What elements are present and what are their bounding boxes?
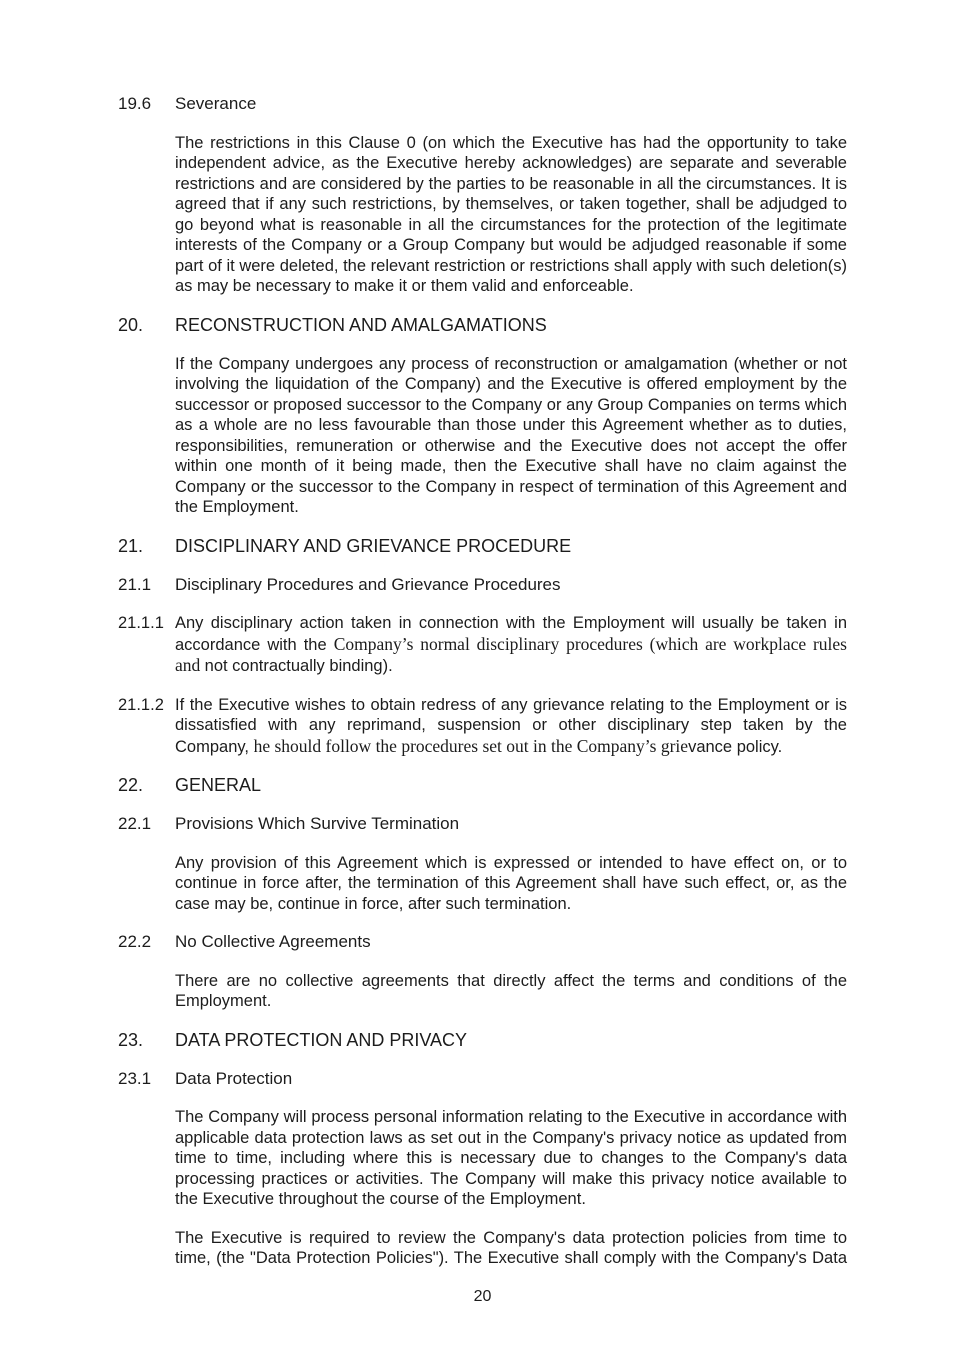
clause-22-2-heading-row — [118, 932, 847, 953]
clause-paragraph: Any provision of this Agreement which is expressed or intended to have effect on, or to continue in force after, the termination of this Agreement shall have such effect, or, as the case may be, continue in force, after such termination. — [175, 853, 847, 913]
clause-23-1-heading-row — [118, 1069, 847, 1090]
clause-number: 22. — [118, 775, 144, 795]
clause-20-heading-row — [118, 315, 847, 336]
clause-21-heading-row — [118, 536, 847, 557]
serif-text-run: he should follow the procedures set out in the Company’s grie — [253, 735, 689, 756]
clause-paragraph: There are no collective agreements that directly affect the terms and conditions of the Employment. — [175, 971, 847, 1010]
clause-heading: DISCIPLINARY AND GRIEVANCE PROCEDURE — [175, 535, 572, 556]
clause-23-1-body-row-2 — [118, 1228, 847, 1269]
clause-number: 21.1 — [118, 574, 152, 594]
clause-21-1-1-row — [118, 613, 847, 677]
clause-heading: DATA PROTECTION AND PRIVACY — [175, 1029, 468, 1050]
clause-19-6-body-row — [118, 133, 847, 297]
clause-paragraph: The Company will process personal information relating to the Executive in accordance with applicable data protection laws as set out in the Company's privacy notice as updated from time to time, including where this is necessary due to changes to the Company's data processing practices or activities. The Company will make this privacy notice available to the Executive throughout the course of the Employment. — [175, 1108, 847, 1208]
clause-number: 22.2 — [118, 932, 152, 951]
clause-paragraph — [175, 695, 847, 758]
clause-heading: GENERAL — [175, 775, 262, 795]
clause-heading: Severance — [175, 94, 257, 113]
clause-23-1-body-row — [118, 1107, 847, 1210]
clause-heading: No Collective Agreements — [175, 932, 371, 951]
clause-number: 22.1 — [118, 814, 152, 833]
clause-number: 23.1 — [118, 1068, 152, 1088]
paragraph-text: If the Executive wishes to obtain redress of any grievance relating to the Employment or is dissatisfied with any reprimand, suspension or other disciplinary step taken by the Company, — [175, 695, 847, 756]
clause-21-1-heading-row — [118, 575, 847, 596]
paragraph-text: Any disciplinary action taken in connection with the Employment will usually be taken in accordance with the — [175, 614, 847, 654]
clause-number: 23. — [118, 1029, 144, 1050]
clause-heading: Data Protection — [175, 1068, 293, 1088]
clause-number: 20. — [118, 314, 144, 335]
clause-22-2-body-row — [118, 971, 847, 1012]
clause-22-1-heading-row — [118, 814, 847, 835]
clause-paragraph: The restrictions in this Clause 0 (on which the Executive has had the opportunity to take independent advice, as the Executive hereby acknowledges) are separate and severable restrictions and are considered by the parties to be reasonable in all the circumstances. It is agreed that if any such restrictions, by themselves, or taken together, shall be adjudged to go beyond what is reasonable in all the circumstances for the protection of the legitimate interests of the Company or a Group Company but would be adjudged reasonable if some part of it were deleted, the relevant restriction or restrictions shall apply with such deletion(s) as may be necessary to make it or them valid and enforceable. — [175, 133, 847, 295]
clause-heading: Disciplinary Procedures and Grievance Procedures — [175, 574, 561, 594]
paragraph-text: not contractually binding). — [204, 657, 393, 675]
clause-22-1-body-row — [118, 853, 847, 915]
clause-23-heading-row — [118, 1030, 847, 1051]
clause-paragraph: If the Company undergoes any process of reconstruction or amalgamation (whether or not involving the liquidation of the Company) and the Executive is offered employment by the successor or proposed successor to the Company or any Group Companies on terms which as a whole are no less favourable than those under this Agreement whether as to duties, responsibilities, remuneration or otherwise and the Executive does not accept the offer within one month of it being made, then the Executive shall have no claim against the Company or the successor to the Company in respect of termination of this Agreement and the Employment. — [175, 354, 847, 516]
clause-heading: RECONSTRUCTION AND AMALGAMATIONS — [175, 314, 547, 335]
clause-number: 21.1.1 — [118, 614, 164, 632]
clause-number: 21. — [118, 535, 144, 556]
clause-number: 19.6 — [118, 94, 152, 113]
clause-20-body-row — [118, 354, 847, 518]
clause-19-6-heading-row — [118, 94, 847, 115]
clause-21-1-2-row — [118, 695, 847, 758]
page-number: 20 — [473, 1287, 492, 1305]
clause-paragraph: The Executive is required to review the Company's data protection policies from time to time, (the "Data Protection Policies"). The Executive shall comply with the Company's Data — [175, 1228, 847, 1267]
paragraph-text: vance policy. — [688, 737, 783, 756]
clause-22-heading-row — [118, 775, 847, 796]
clause-paragraph — [175, 613, 847, 677]
clause-number: 21.1.2 — [118, 695, 164, 714]
serif-text-run: Company’s normal disciplinary procedures (which are workplace rules and — [175, 633, 847, 675]
clause-heading: Provisions Which Survive Termination — [175, 814, 460, 833]
